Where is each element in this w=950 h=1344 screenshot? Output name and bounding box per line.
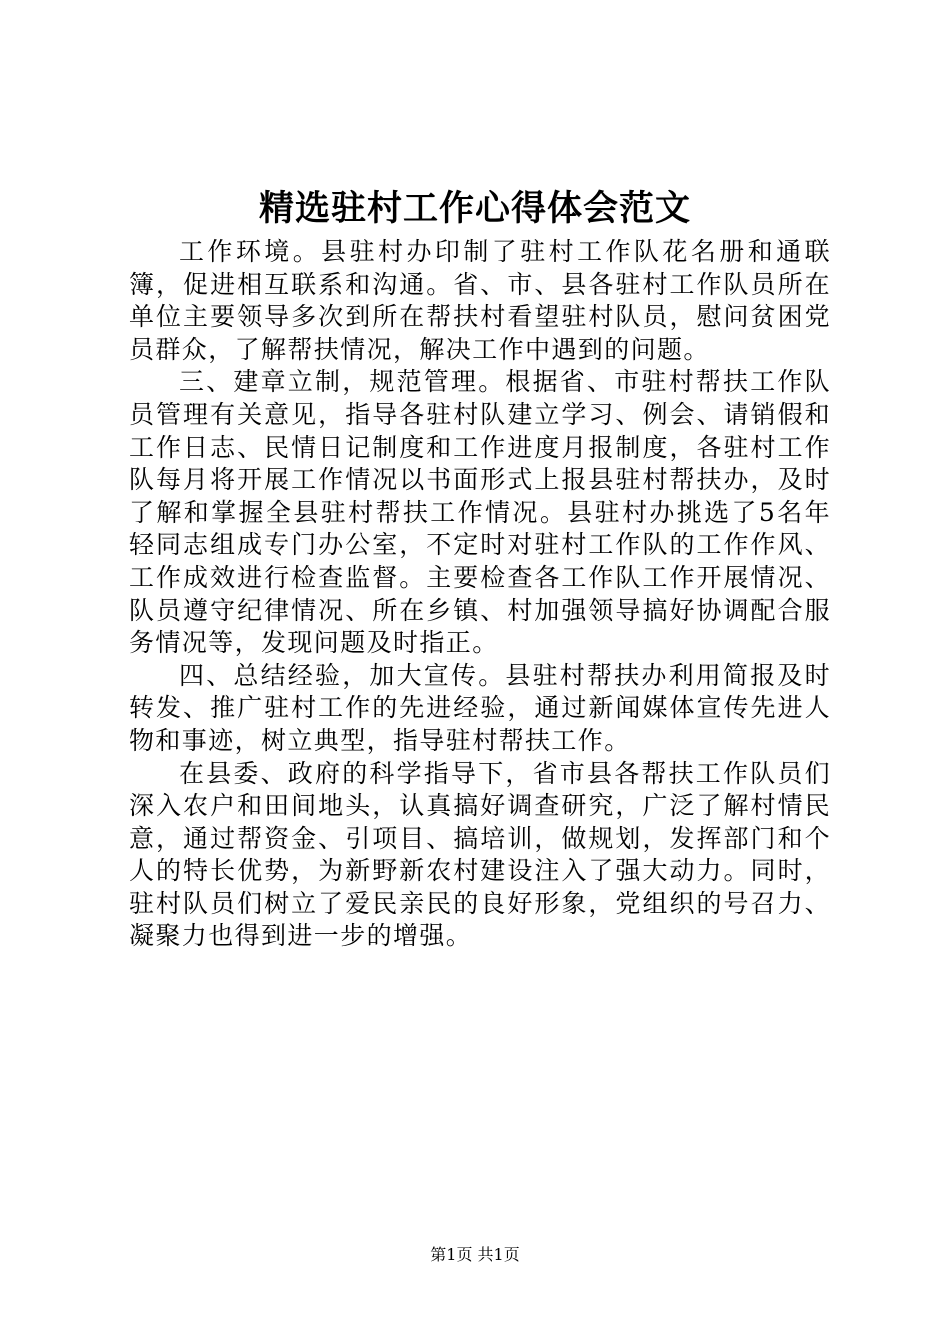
document-body [129, 236, 831, 953]
paragraph-conclusion: 在县委、政府的科学指导下，省市县各帮扶工作队员们深入农户和田间地头，认真搞好调查研究，广泛了解村情民意，通过帮资金、引项目、搞培训，做规划，发挥部门和个人的特长优势，为新野新农村建设注入了强大动力。同时，驻村队员们树立了爱民亲民的良好形象，党组织的号召力、凝聚力也得到进一步的增强。 [129, 758, 831, 951]
page-footer: 第1页 共1页 [430, 1245, 520, 1264]
paragraph-rules-management: 三、建章立制，规范管理。根据省、市驻村帮扶工作队员管理有关意见，指导各驻村队建立学习、例会、请销假和工作日志、民情日记制度和工作进度月报制度，各驻村工作队每月将开展工作情况以书面形式上报县驻村帮扶办，及时了解和掌握全县驻村帮扶工作情况。县驻村办挑选了5名年轻同志组成专门办公室，不定时对驻村工作队的工作作风、工作成效进行检查监督。主要检查各工作队工作开展情况、队员遵守纪律情况、所在乡镇、村加强领导搞好协调配合服务情况等，发现问题及时指正。 [129, 367, 831, 658]
paragraph-work-environment: 工作环境。县驻村办印制了驻村工作队花名册和通联簿，促进相互联系和沟通。省、市、县各驻村工作队员所在单位主要领导多次到所在帮扶村看望驻村队员，慰问贫困党员群众，了解帮扶情况，解决工作中遇到的问题。 [129, 237, 831, 364]
page-title: 精选驻村工作心得体会范文 [258, 188, 691, 229]
paragraph-experience-publicity: 四、总结经验，加大宣传。县驻村帮扶办利用简报及时转发、推广驻村工作的先进经验，通过新闻媒体宣传先进人物和事迹，树立典型，指导驻村帮扶工作。 [129, 660, 831, 755]
